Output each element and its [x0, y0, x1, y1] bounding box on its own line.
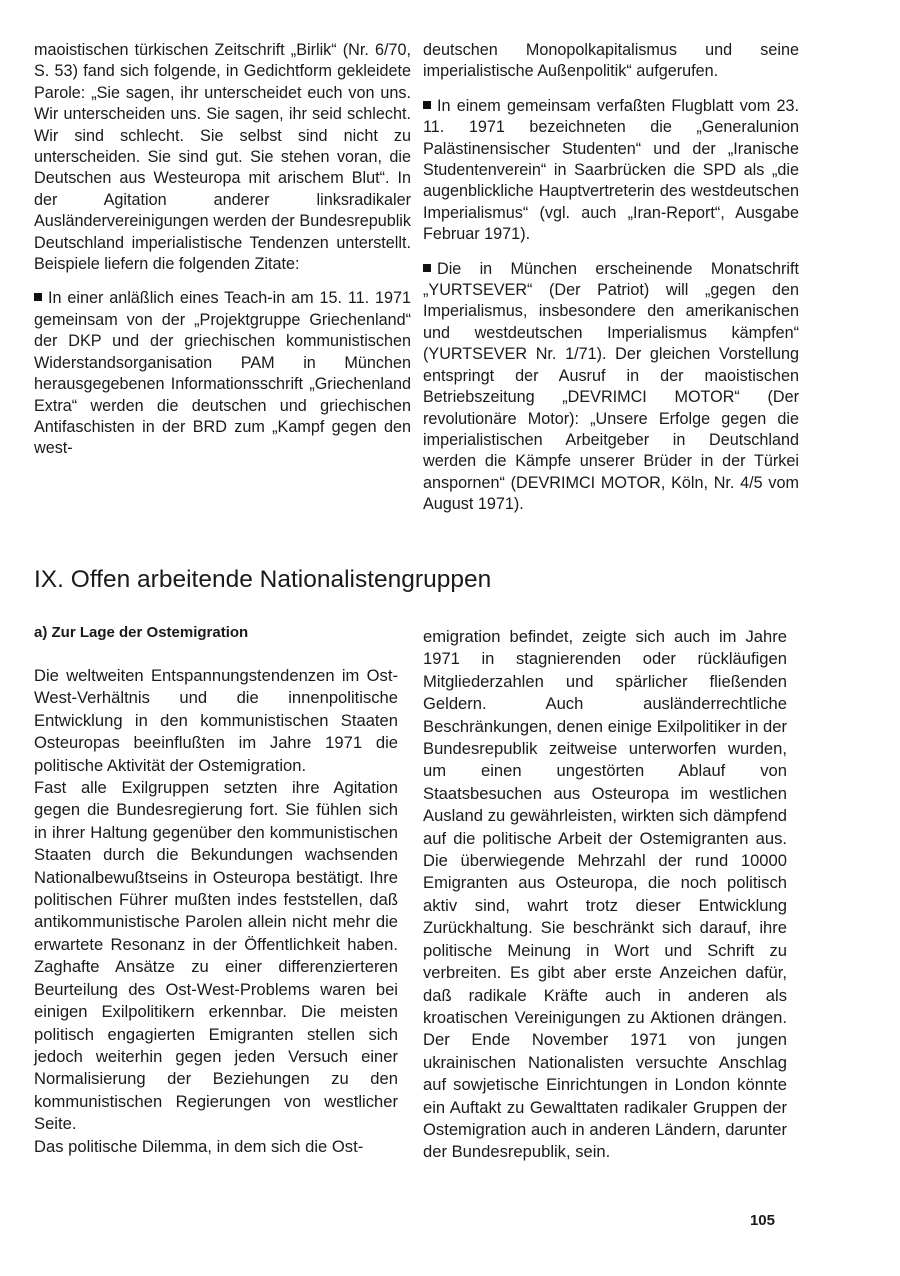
bottom-right-column: [423, 626, 787, 1164]
bullet-item-text: In einem gemeinsam verfaßten Flugblatt vom 23. 11. 1971 bezeichneten die „Generalunion Palästinensischer Studenten“ und der „Iranische Studentenverein“ in Saarbrücken die SPD als „die augenblickliche Hauptvertreterin des westdeutschen Imperialismus“ (vgl. auch „Iran-Report“, Ausgabe Februar 1971).: [423, 96, 799, 244]
section-heading: IX. Offen arbeitende Nationalistengruppen: [34, 566, 492, 593]
bottom-left-column: [34, 665, 398, 1158]
bullet-square-icon: [34, 293, 42, 301]
top-right-column: [423, 40, 799, 516]
bullet-square-icon: [423, 264, 431, 272]
paragraph-emigration: emigration befindet, zeigte sich auch im Jahre 1971 in stagnierenden oder rückläufigen Mitgliederzahlen und spärlicher fließenden Geldern. Auch ausländerrechtliche Beschränkungen, denen einige Exilpolitiker in der Bundesrepublik zeitweise unterworfen wurden, um einen ungestörten Ablauf von Staatsbesuchen aus Osteuropa im westlichen Ausland zu gewährleisten, wirkten sich dämpfend auf die politische Arbeit der Ostemigranten aus. Die überwiegende Mehrzahl der rund 10000 Emigranten aus Osteuropa, die noch politisch aktiv sind, wahrt trotz dieser Entwicklung Zurückhaltung. Sie beschränkt sich darauf, ihre politische Meinung in Wort und Schrift zu verbreiten. Es gibt aber erste Anzeichen dafür, daß radikale Kräfte auch in anderen als kroatischen Vereinigungen zu Aktionen drängen. Der Ende November 1971 von jungen ukrainischen Nationalisten versuchte Anschlag auf sowjetische Einrichtungen in London könnte ein Auftakt zu Gewalttaten radikaler Gruppen der Ostemigration auch in anderen Ländern, darunter der Bundesrepublik, sein.: [423, 627, 787, 1162]
bullet-square-icon: [423, 101, 431, 109]
bullet-item-text: In einer anläßlich eines Teach-in am 15. 11. 1971 gemeinsam von der „Projektgruppe Griechenland“ der DKP und der griechischen kommunistischen Widerstandsorganisation PAM in München herausgegebenen Informationsschrift „Griechenland Extra“ werden die deutschen und griechischen Antifaschisten in der BRD zum „Kampf gegen den west-: [34, 289, 411, 458]
continuation-paragraph: deutschen Monopolkapitalismus und seine imperialistische Außenpolitik“ aufgerufen.: [423, 41, 799, 81]
bullet-item-teach-in: [34, 288, 411, 459]
intro-paragraph: maoistischen türkischen Zeitschrift „Birlik“ (Nr. 6/70, S. 53) fand sich folgende, in Gedichtform gekleidete Parole: „Sie sagen, ihr unterscheidet euch von uns. Wir unterscheiden uns. Sie sagen, ihr seid schlecht. Wir sind schlecht. Sie selbst sind nicht zu unterscheiden. Sie sind gut. Sie stehen voran, die Deutschen aus Westeuropa mit arischem Blut“. In der Agitation anderer linksradikaler Ausländervereinigungen werden der Bundesrepublik Deutschland imperialistische Tendenzen unterstellt. Beispiele liefern die folgenden Zitate:: [34, 41, 411, 274]
paragraph-dilemma: Das politische Dilemma, in dem sich die Ost-: [34, 1136, 364, 1156]
bullet-item-text: Die in München erscheinende Monatschrift „YURTSEVER“ (Der Patriot) will „gegen den Imperialismus, insbesondere den amerikanischen und westdeutschen Imperialismus kämpfen“ (YURTSEVER Nr. 1/71). Der gleichen Vorstellung entspringt der Ausruf in der maoistischen Betriebszeitung „DEVRIMCI MOTOR“ (Der revolutionäre Motor): „Unsere Erfolge gegen die imperialistischen Arbeitgeber in Deutschland werden die Kämpfe unserer Brüder in der Türkei anspornen“ (DEVRIMCI MOTOR, Köln, Nr. 4/5 vom August 1971).: [423, 259, 799, 514]
bullet-item-yurtsever: [423, 259, 799, 516]
paragraph-entspannung: Die weltweiten Entspannungstendenzen im Ost-West-Verhältnis und die innenpolitische Entwicklung in den kommunistischen Staaten Osteuropas beeinflußten im Jahre 1971 die politische Aktivität der Ostemigration.: [34, 666, 398, 775]
paragraph-exilgruppen: Fast alle Exilgruppen setzten ihre Agitation gegen die Bundesregierung fort. Sie fühlen sich in ihrer Haltung gegenüber den kommunistischen Staaten durch die Bekundungen wachsenden Nationalbewußtseins in Osteuropa bestätigt. Ihre politischen Führer mußten indes feststellen, daß antikommunistische Parolen allein nicht mehr die erwartete Resonanz in der Öffentlichkeit haben. Zaghafte Ansätze zu einer differenzierteren Beurteilung des Ost-West-Problems waren bei einigen Exilpolitikern erkennbar. Die meisten politisch engagierten Emigranten stellen sich jedoch weiterhin gegen jeden Versuch einer Normalisierung der Beziehungen zu den kommunistischen Regierungen von westlicher Seite.: [34, 778, 398, 1134]
subsection-heading: a) Zur Lage der Ostemigration: [34, 624, 249, 641]
bullet-item-flugblatt: [423, 96, 799, 246]
page-number: 105: [749, 1212, 775, 1229]
top-left-column: [34, 40, 411, 460]
